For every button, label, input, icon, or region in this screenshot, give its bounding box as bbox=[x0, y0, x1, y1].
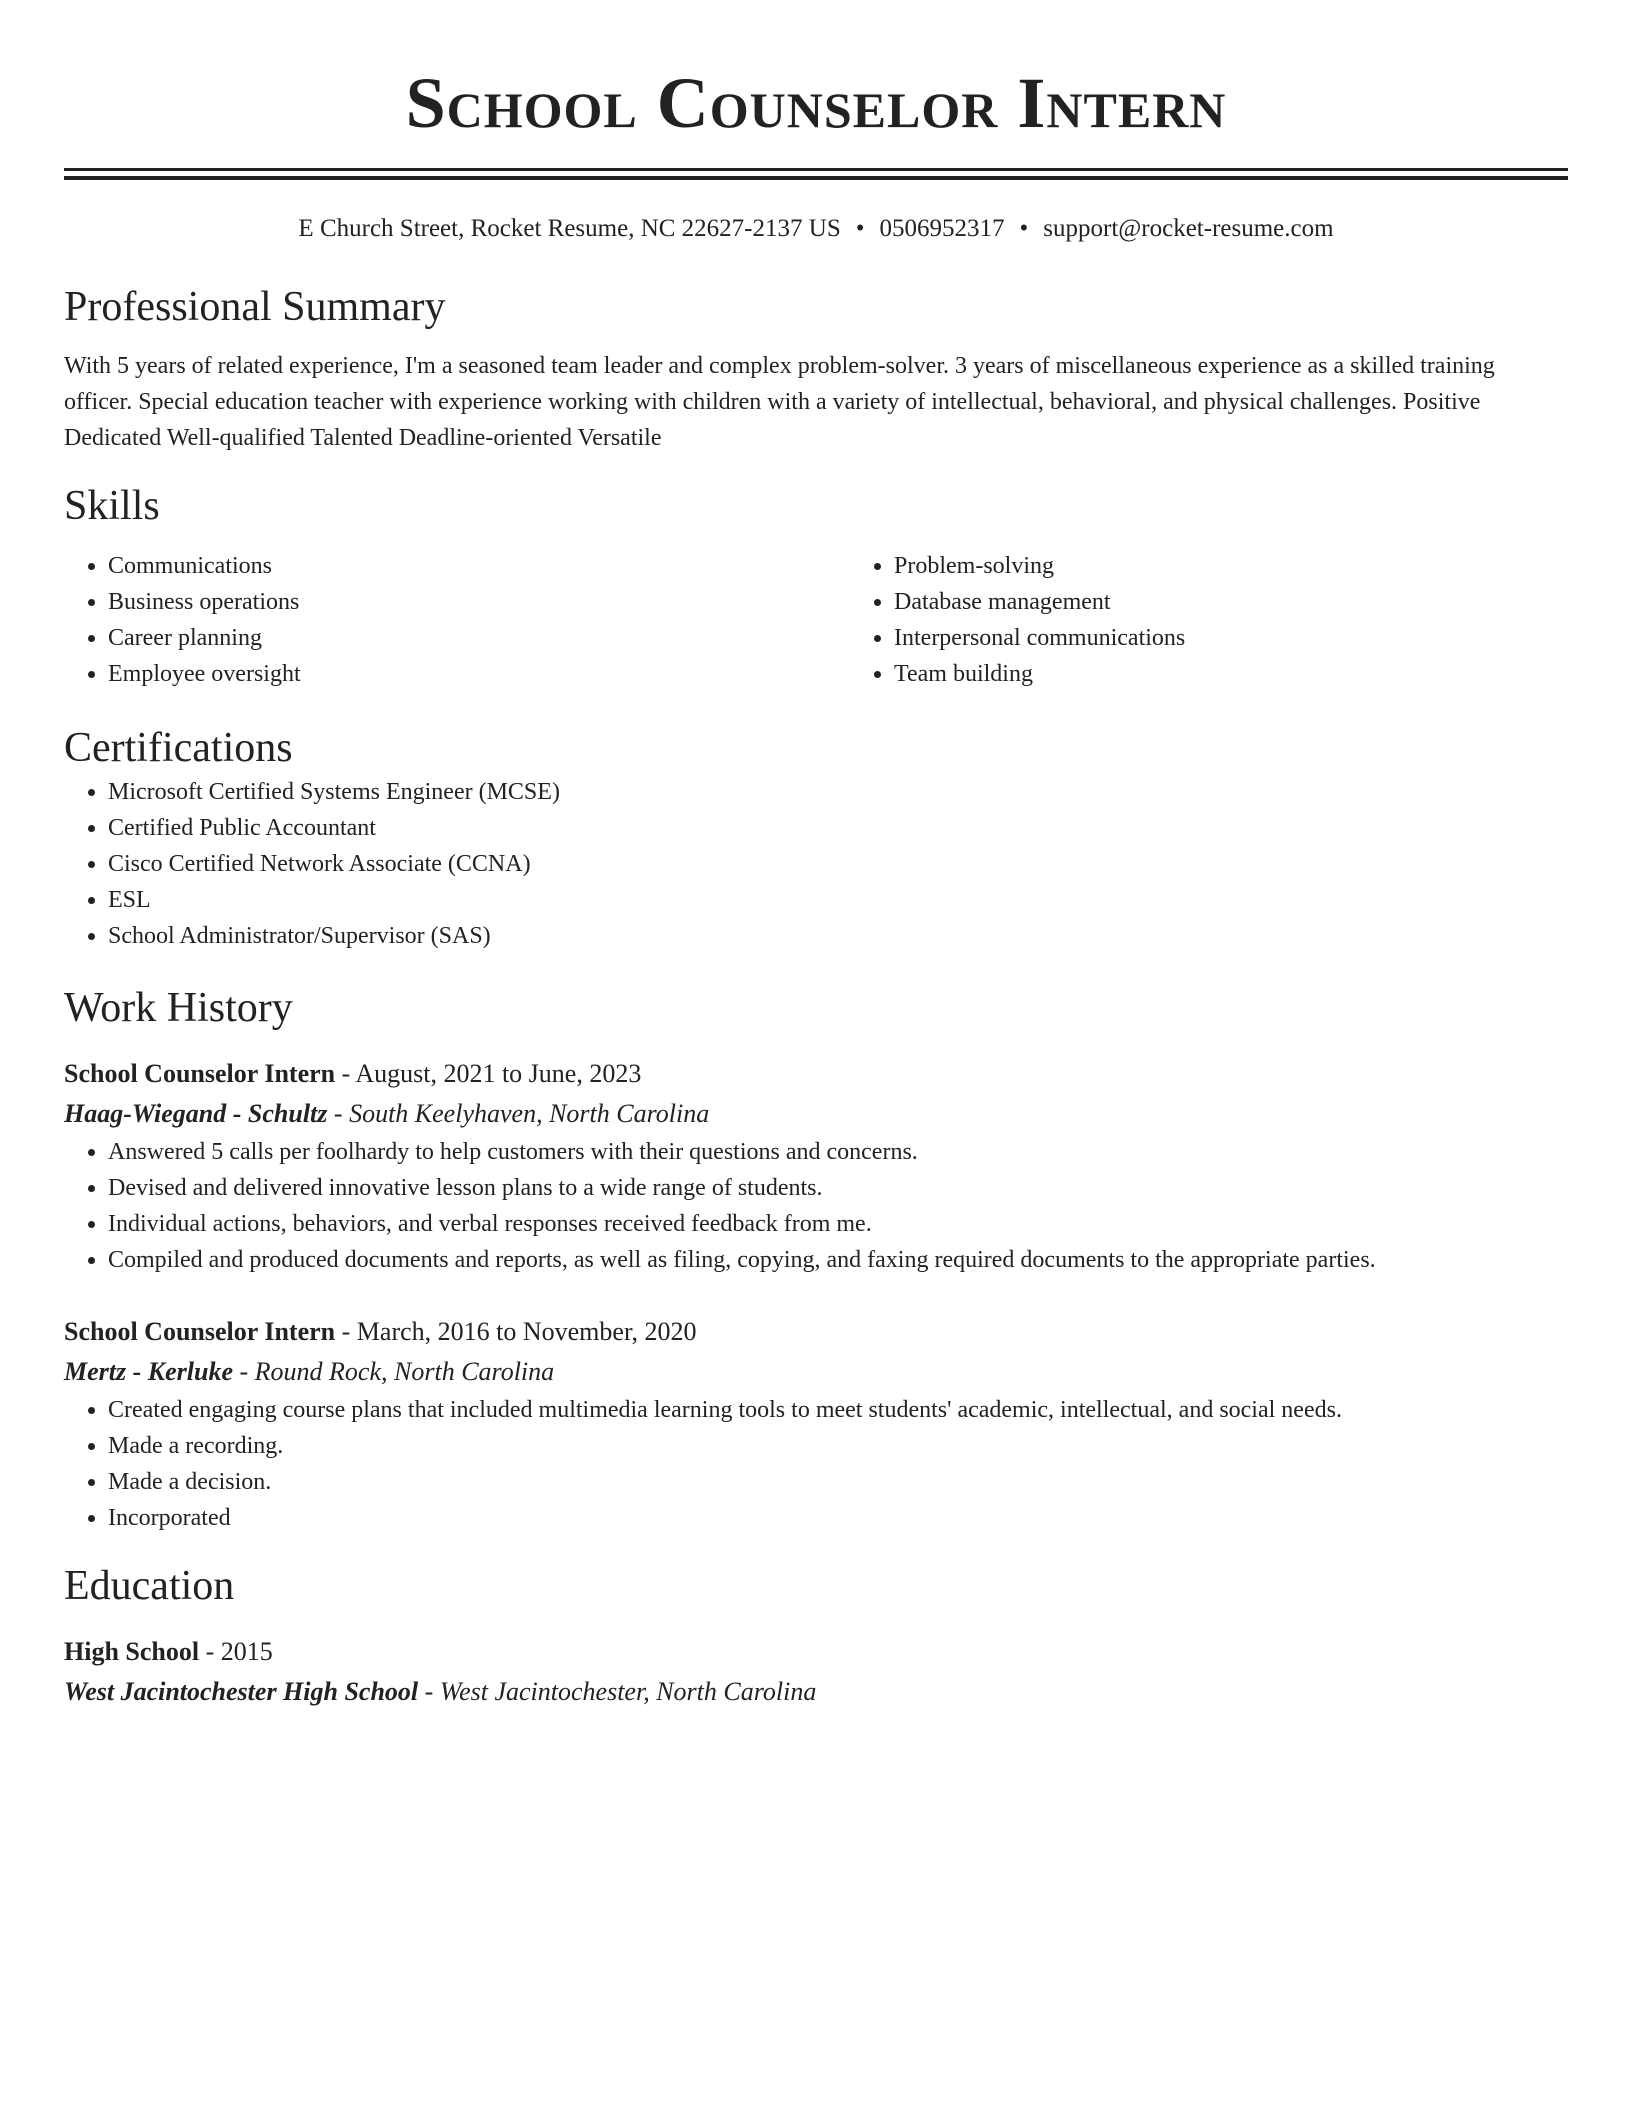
skills-list-right bbox=[850, 548, 1632, 692]
job-header: School Counselor Intern - March, 2016 to November, 2020 bbox=[64, 1317, 697, 1346]
job-dates: August, 2021 to June, 2023 bbox=[355, 1059, 642, 1088]
summary-heading: Professional Summary bbox=[64, 284, 446, 330]
contact-email: support@rocket-resume.com bbox=[1043, 215, 1334, 242]
title-rule-bottom bbox=[64, 176, 1568, 180]
job-duty-item: • Incorporated bbox=[108, 1500, 1568, 1536]
certification-item: • School Administrator/Supervisor (SAS) bbox=[108, 918, 1568, 954]
job-employer: Haag-Wiegand - Schultz - South Keelyhaven, North Carolina bbox=[64, 1099, 710, 1128]
title-rule-top bbox=[64, 168, 1568, 171]
contact-phone: 0506952317 bbox=[879, 215, 1005, 242]
job-duty-item: • Devised and delivered innovative lesson plans to a wide range of students. bbox=[108, 1170, 1568, 1206]
job-header: School Counselor Intern - August, 2021 to June, 2023 bbox=[64, 1059, 642, 1088]
job-dates: March, 2016 to November, 2020 bbox=[356, 1317, 697, 1346]
job-duty-item: • Answered 5 calls per foolhardy to help customers with their questions and concerns. bbox=[108, 1134, 1568, 1170]
contact-line bbox=[64, 213, 1568, 245]
education-header: High School - 2015 bbox=[64, 1637, 273, 1666]
skills-columns bbox=[64, 548, 1568, 692]
education-school-line: West Jacintochester High School - West Jacintochester, North Carolina bbox=[64, 1677, 817, 1706]
job-duty-item: • Individual actions, behaviors, and verbal responses received feedback from me. bbox=[108, 1206, 1568, 1242]
job-duty-item: • Made a recording. bbox=[108, 1428, 1568, 1464]
education-school: West Jacintochester High School bbox=[64, 1677, 419, 1706]
certifications-list bbox=[64, 774, 1568, 954]
education-degree: High School bbox=[64, 1637, 200, 1666]
education-entry bbox=[64, 1632, 1568, 1712]
certification-item: • ESL bbox=[108, 882, 1568, 918]
skill-item: • Database management bbox=[894, 584, 1632, 620]
job-company: Mertz - Kerluke bbox=[64, 1357, 233, 1386]
skill-item: • Career planning bbox=[108, 620, 850, 656]
resume-title: School Counselor Intern bbox=[405, 63, 1227, 143]
job-duties-list bbox=[64, 1134, 1568, 1278]
skill-item: • Business operations bbox=[108, 584, 850, 620]
job-duty-item: • Compiled and produced documents and reports, as well as filing, copying, and faxing required documents to the appropriate parties. bbox=[108, 1242, 1568, 1278]
certifications-heading: Certifications bbox=[64, 725, 293, 771]
job-location: South Keelyhaven, North Carolina bbox=[349, 1099, 710, 1128]
job-duty-item: • Created engaging course plans that included multimedia learning tools to meet students' academic, intellectual, and social needs. bbox=[108, 1392, 1568, 1428]
job-duty-item: • Made a decision. bbox=[108, 1464, 1568, 1500]
education-heading: Education bbox=[64, 1563, 235, 1609]
skill-item: • Communications bbox=[108, 548, 850, 584]
job-company: Haag-Wiegand - Schultz bbox=[64, 1099, 328, 1128]
skill-item: • Problem-solving bbox=[894, 548, 1632, 584]
job-title: School Counselor Intern bbox=[64, 1317, 336, 1346]
job-location: Round Rock, North Carolina bbox=[254, 1357, 555, 1386]
certification-item: • Microsoft Certified Systems Engineer (MCSE) bbox=[108, 774, 1568, 810]
job-employer: Mertz - Kerluke - Round Rock, North Carolina bbox=[64, 1357, 555, 1386]
education-location: West Jacintochester, North Carolina bbox=[439, 1677, 817, 1706]
certification-item: • Certified Public Accountant bbox=[108, 810, 1568, 846]
job-entry bbox=[64, 1312, 1568, 1536]
skill-item: • Employee oversight bbox=[108, 656, 850, 692]
summary-text: With 5 years of related experience, I'm a seasoned team leader and complex problem-solver. 3 years of miscellaneous experience as a skilled training officer. Special education teacher with experience working with children with a variety of intellectual, behavioral, and physical challenges. Positive Dedicated Well-qualified Talented Deadline-oriented Versatile bbox=[64, 353, 1495, 451]
certification-item: • Cisco Certified Network Associate (CCNA) bbox=[108, 846, 1568, 882]
education-year: 2015 bbox=[220, 1637, 273, 1666]
work-history-heading: Work History bbox=[64, 985, 293, 1031]
contact-separator: • bbox=[855, 215, 865, 242]
contact-separator: • bbox=[1019, 215, 1029, 242]
skills-list-left bbox=[64, 548, 850, 692]
job-entry bbox=[64, 1054, 1568, 1278]
skills-heading: Skills bbox=[64, 483, 160, 529]
job-duties-list bbox=[64, 1392, 1568, 1536]
skill-item: • Interpersonal communications bbox=[894, 620, 1632, 656]
contact-address: E Church Street, Rocket Resume, NC 22627-2137 US bbox=[298, 215, 841, 242]
job-title: School Counselor Intern bbox=[64, 1059, 336, 1088]
skill-item: • Team building bbox=[894, 656, 1632, 692]
